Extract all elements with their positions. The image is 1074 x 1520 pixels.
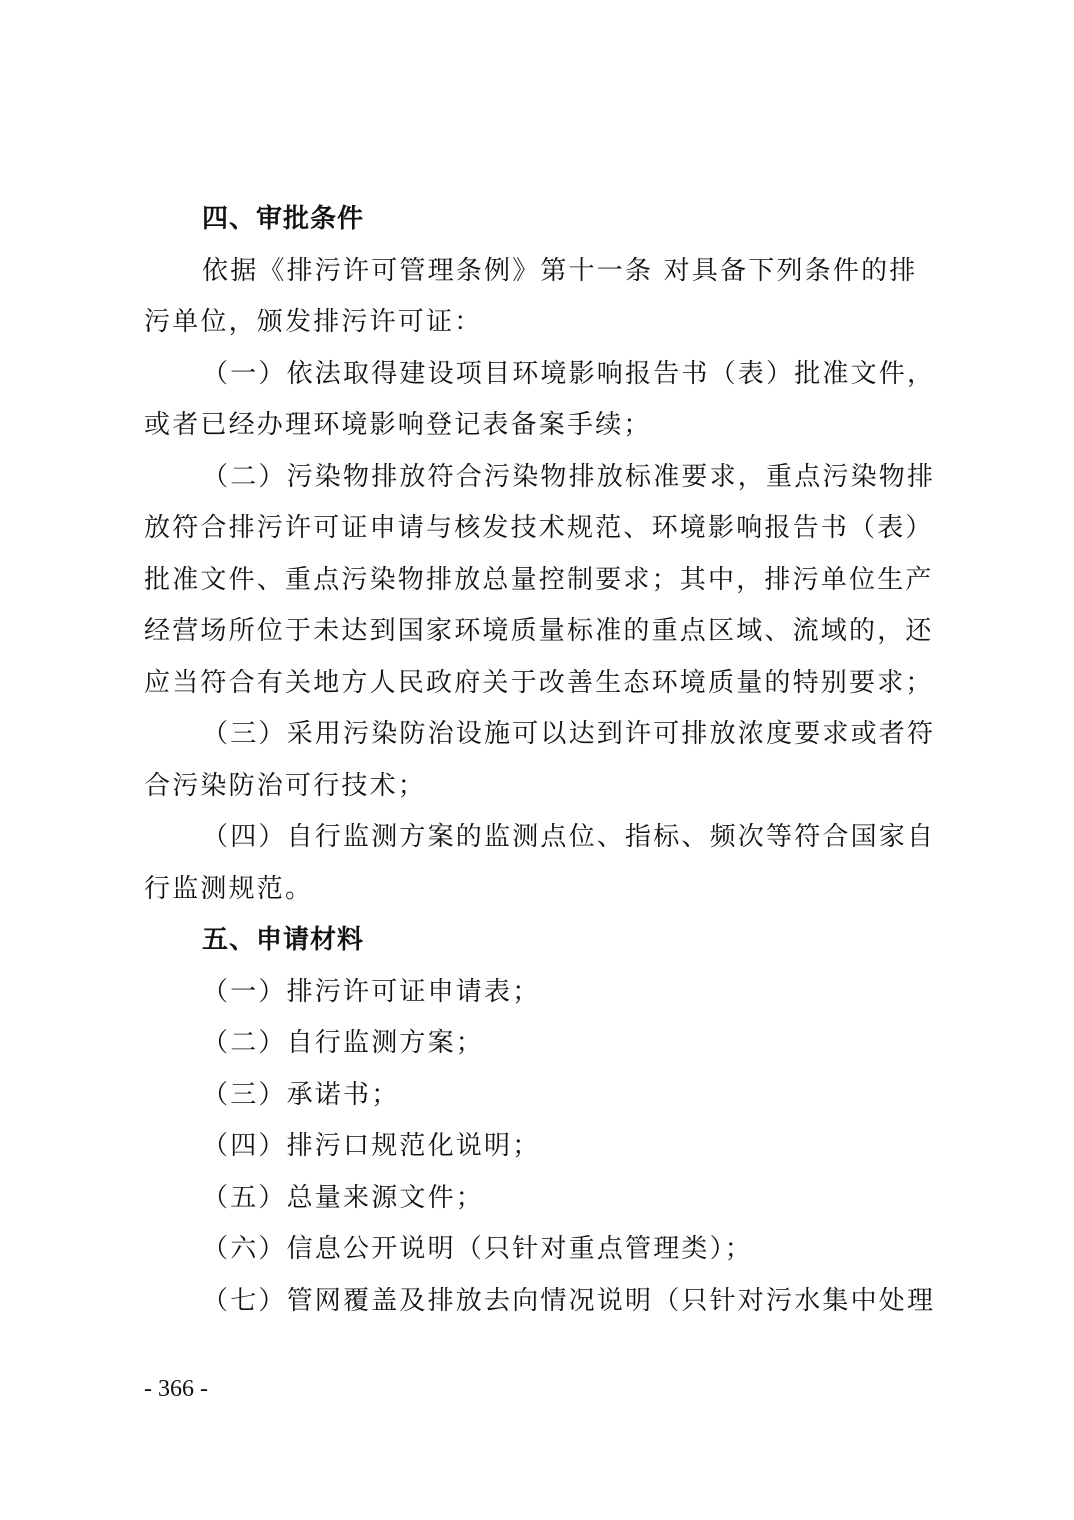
paragraph-line: （一）依法取得建设项目环境影响报告书（表）批准文件， xyxy=(202,358,936,389)
list-item: （二）自行监测方案； xyxy=(202,1028,485,1058)
paragraph-line: 经营场所位于未达到国家环境质量标准的重点区域、流域的，还 xyxy=(144,616,934,646)
paragraph-line: 应当符合有关地方人民政府关于改善生态环境质量的特别要求； xyxy=(144,667,934,698)
paragraph-line: （四）自行监测方案的监测点位、指标、频次等符合国家自 xyxy=(202,822,936,852)
list-item: （七）管网覆盖及排放去向情况说明（只针对污水集中处理 xyxy=(202,1285,936,1316)
paragraph-line: 合污染防治可行技术； xyxy=(144,770,427,801)
paragraph-line: 污单位，颁发排污许可证： xyxy=(144,307,483,337)
paragraph-line: （二）污染物排放符合污染物排放标准要求，重点污染物排 xyxy=(202,461,936,492)
paragraph-line: （三）采用污染防治设施可以达到许可排放浓度要求或者符 xyxy=(202,719,936,749)
document-body xyxy=(144,194,944,1327)
list-item: （六）信息公开说明（只针对重点管理类）； xyxy=(202,1234,754,1264)
list-item: （一）排污许可证申请表； xyxy=(202,976,541,1007)
paragraph-line: 行监测规范。 xyxy=(144,873,314,904)
page-number: - 366 - xyxy=(144,1376,208,1402)
paragraph-line: 或者已经办理环境影响登记表备案手续； xyxy=(144,410,652,440)
section-heading-application-materials: 五、申请材料 xyxy=(202,925,365,955)
paragraph-line: 放符合排污许可证申请与核发技术规范、环境影响报告书（表） xyxy=(144,513,934,543)
list-item: （五）总量来源文件； xyxy=(202,1182,485,1213)
section-heading-approval-conditions: 四、审批条件 xyxy=(202,204,365,234)
paragraph-line: 批准文件、重点污染物排放总量控制要求；其中，排污单位生产 xyxy=(144,564,934,595)
paragraph-line: 依据《排污许可管理条例》第十一条 对具备下列条件的排 xyxy=(202,255,918,286)
list-item: （四）排污口规范化说明； xyxy=(202,1131,541,1161)
list-item: （三）承诺书； xyxy=(202,1079,400,1110)
